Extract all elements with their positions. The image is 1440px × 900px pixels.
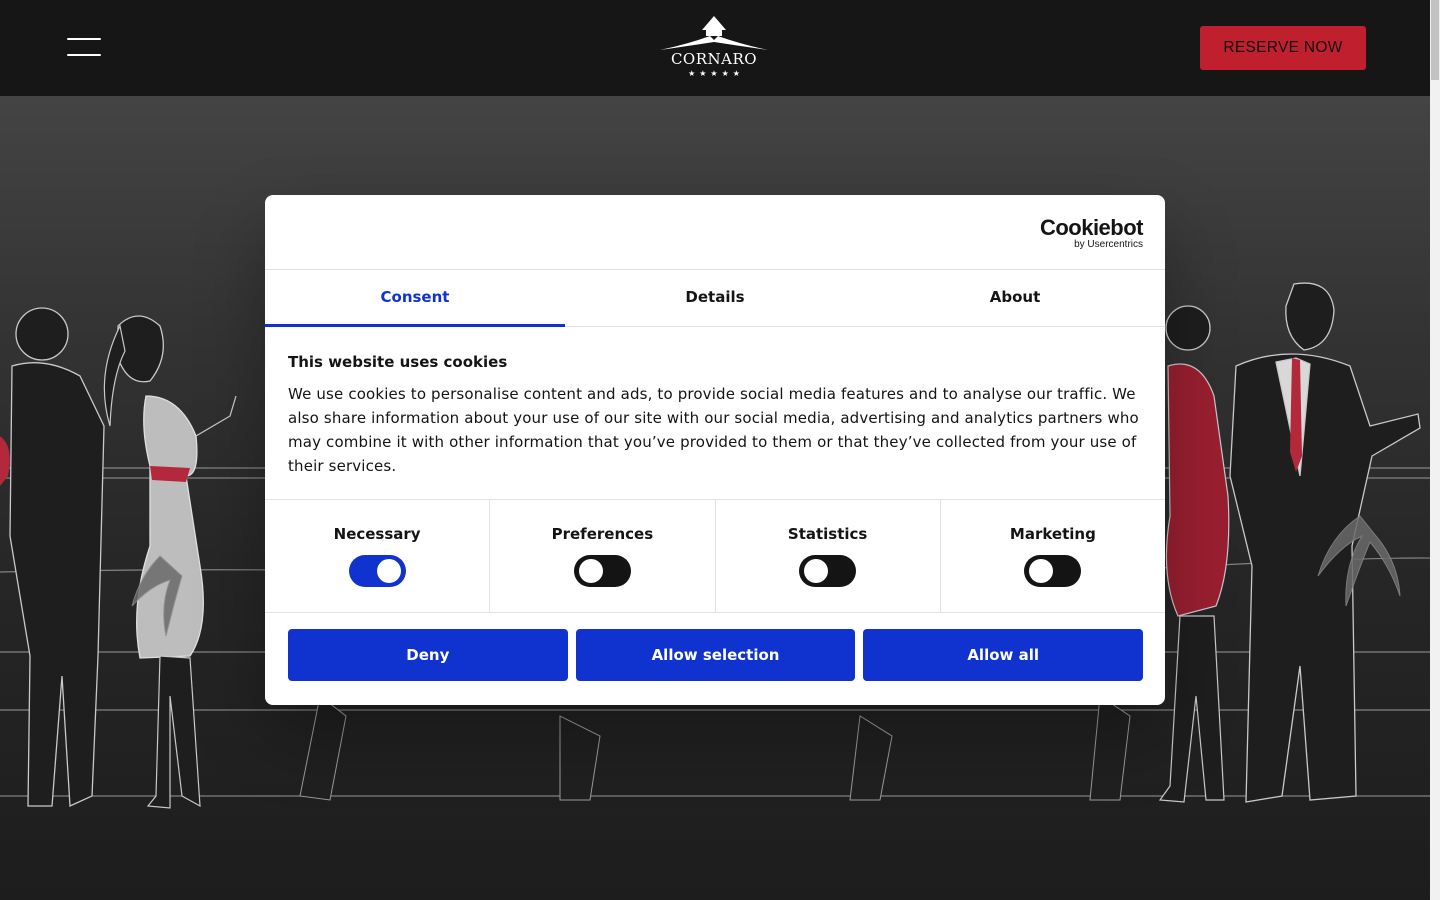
category-necessary (265, 500, 490, 612)
logo-peak-icon (658, 14, 770, 52)
category-marketing (941, 500, 1165, 612)
scrollbar-track[interactable] (1430, 0, 1440, 900)
scrollbar-thumb[interactable] (1431, 0, 1439, 80)
logo-stars: ★★★★★ (688, 69, 744, 78)
hamburger-menu-icon[interactable] (67, 36, 101, 58)
consent-body (265, 327, 1165, 500)
cookiebot-logo-name: Cookiebot (1039, 215, 1143, 240)
tab-details[interactable]: Details (685, 288, 745, 306)
consent-title: This website uses cookies (288, 353, 508, 371)
allow-selection-button[interactable]: Allow selection (576, 629, 856, 681)
category-label: Preferences (551, 525, 654, 543)
consent-actions (265, 613, 1165, 681)
category-preferences (490, 500, 715, 612)
statistics-toggle[interactable] (799, 555, 856, 587)
toggle-knob (1029, 559, 1053, 583)
logo-brand-text: CORNARO (670, 50, 758, 68)
consent-tabs (265, 270, 1165, 327)
tab-consent[interactable]: Consent (265, 270, 565, 326)
cookiebot-logo[interactable] (1040, 217, 1143, 251)
tab-about[interactable]: About (989, 288, 1041, 306)
toggle-knob (579, 559, 603, 583)
cookiebot-logo-by: by Usercentrics (1074, 239, 1143, 250)
cookie-consent-dialog (265, 195, 1165, 705)
category-label: Marketing (1009, 525, 1096, 543)
site-header (0, 0, 1430, 96)
category-label: Necessary (333, 525, 421, 543)
toggle-knob (804, 559, 828, 583)
allow-all-button[interactable]: Allow all (863, 629, 1143, 681)
marketing-toggle[interactable] (1024, 555, 1081, 587)
category-label: Statistics (787, 525, 868, 543)
category-statistics (716, 500, 941, 612)
consent-description: We use cookies to personalise content and ads, to provide social media features and to analyse our traffic. We also share information about your use of our site with our social media, advertising and analytics partners who may combine it with other information that you’ve provided to them or that they’ve collected from your use of their services. (288, 385, 1139, 475)
deny-button[interactable]: Deny (288, 629, 568, 681)
dialog-header (265, 195, 1165, 270)
toggle-knob (377, 559, 401, 583)
cornaro-logo[interactable] (658, 14, 770, 84)
reserve-now-button[interactable]: RESERVE NOW (1200, 26, 1366, 70)
preferences-toggle[interactable] (574, 555, 631, 587)
necessary-toggle[interactable] (349, 555, 406, 587)
cookie-category-toggles (265, 500, 1165, 613)
